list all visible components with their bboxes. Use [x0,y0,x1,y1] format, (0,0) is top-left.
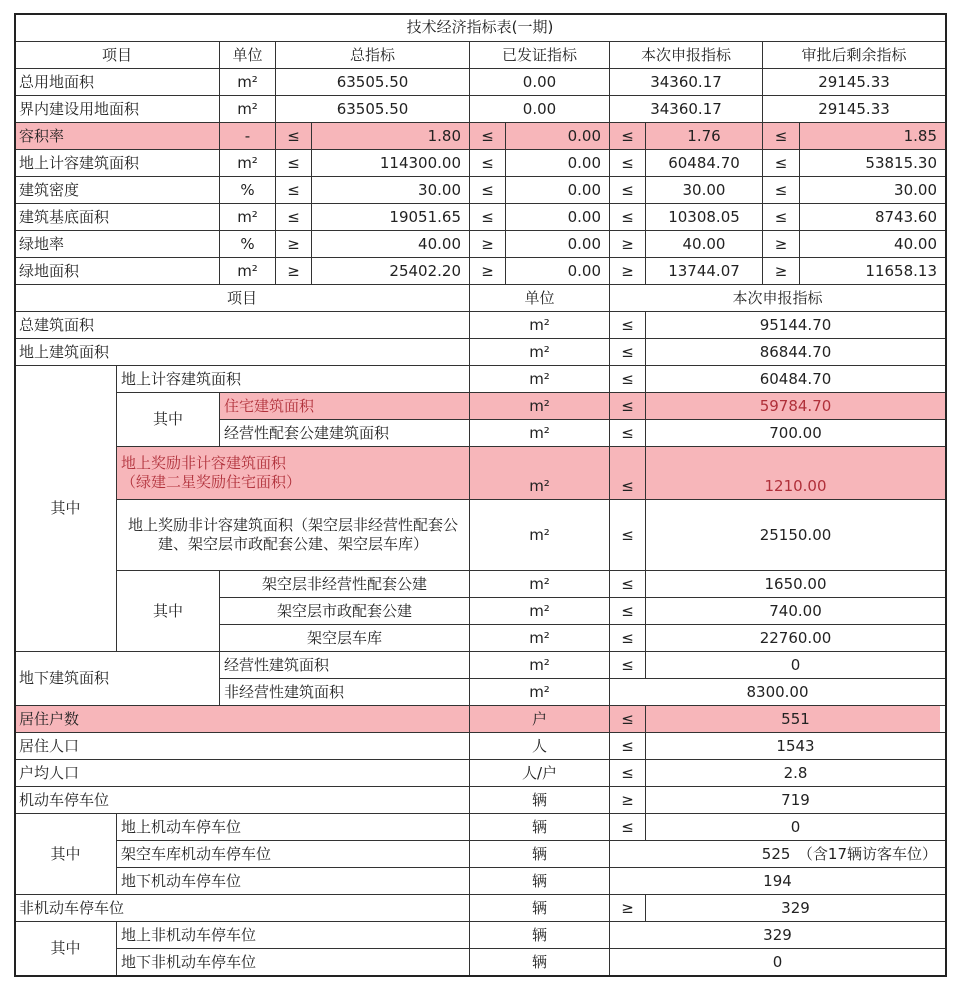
row-item: 总建筑面积 [14,311,470,339]
row-operator: ≤ [609,419,646,447]
value-current: 30.00 [645,176,763,204]
row-unit: m² [469,365,610,393]
row-operator: ≤ [609,813,646,841]
value-remaining: 1.85 [799,122,946,150]
row-unit: - [219,122,276,150]
value-issued: 0.00 [505,257,610,285]
row-value: 551 [645,705,946,733]
operator-issued: ≤ [469,149,506,177]
operator-current: ≤ [609,122,646,150]
row-unit: m² [469,597,610,625]
value-issued: 0.00 [505,176,610,204]
row-unit: m² [469,446,610,500]
row-operator: ≤ [609,570,646,598]
row-item: 架空车库机动车停车位 [116,840,470,868]
operator-remaining: ≤ [762,176,800,204]
operator-current: ≥ [609,257,646,285]
row-unit: % [219,176,276,204]
row-item: 地上奖励非计容建筑面积 （绿建二星奖励住宅面积） [116,446,470,500]
header-current: 本次申报指标 [609,284,946,312]
value-current: 40.00 [645,230,763,258]
row-unit: m² [219,257,276,285]
operator-current: ≤ [609,176,646,204]
operator-issued: ≤ [469,122,506,150]
row-item: 架空层非经营性配套公建 [219,570,470,598]
operator-current: ≤ [609,203,646,231]
operator-issued: ≥ [469,257,506,285]
value-issued: 0.00 [505,230,610,258]
value-total: 63505.50 [275,68,470,96]
header-issued: 已发证指标 [469,41,610,69]
header-total: 总指标 [275,41,470,69]
row-value: 719 [645,786,946,814]
row-value: 329 [609,921,946,949]
group-label-of-which: 其中 [14,921,117,976]
row-operator: ≤ [609,759,646,787]
row-unit: 辆 [469,921,610,949]
row-operator: ≤ [609,365,646,393]
row-operator: ≤ [609,446,646,500]
row-unit: 辆 [469,867,610,895]
group-label-underground: 地下建筑面积 [14,651,220,706]
row-item: 居住人口 [14,732,470,760]
row-item: 居住户数 [14,705,470,733]
row-operator: ≤ [609,732,646,760]
row-value: 2.8 [645,759,946,787]
row-item: 地下非机动车停车位 [116,948,470,976]
operator-remaining: ≤ [762,149,800,177]
row-value: 329 [645,894,946,922]
row-value: 22760.00 [645,624,946,652]
row-unit: 人 [469,732,610,760]
row-item: 总用地面积 [14,68,220,96]
row-item: 非机动车停车位 [14,894,470,922]
row-item: 架空层车库 [219,624,470,652]
row-item: 地上计容建筑面积 [116,365,470,393]
value-remaining: 30.00 [799,176,946,204]
row-unit: m² [469,311,610,339]
value-issued: 0.00 [469,95,610,123]
row-value: 95144.70 [645,311,946,339]
row-item: 户均人口 [14,759,470,787]
row-operator: ≥ [609,786,646,814]
header-item: 项目 [14,41,220,69]
row-value: 0 [609,948,946,976]
header-unit: 单位 [219,41,276,69]
row-value: 1210.00 [645,446,946,500]
row-item: 地上建筑面积 [14,338,470,366]
table-title: 技术经济指标表(一期) [14,13,946,42]
row-value: 0 [645,651,946,679]
row-item: 机动车停车位 [14,786,470,814]
row-unit: 辆 [469,786,610,814]
row-value: 525 （含17辆访客车位） [609,840,946,868]
value-remaining: 11658.13 [799,257,946,285]
row-operator: ≤ [609,705,646,733]
value-current: 10308.05 [645,203,763,231]
row-value: 59784.70 [645,392,946,420]
row-unit: m² [219,149,276,177]
row-item: 绿地面积 [14,257,220,285]
row-unit: m² [219,68,276,96]
row-unit: m² [469,499,610,571]
value-current: 13744.07 [645,257,763,285]
row-unit: 辆 [469,948,610,976]
row-item: 地上奖励非计容建筑面积（架空层非经营性配套公建、架空层市政配套公建、架空层车库） [116,499,470,571]
row-item: 住宅建筑面积 [219,392,470,420]
row-unit: m² [469,419,610,447]
operator-current: ≥ [609,230,646,258]
value-remaining: 40.00 [799,230,946,258]
operator-total: ≤ [275,203,312,231]
operator-total: ≤ [275,122,312,150]
row-unit: m² [219,95,276,123]
row-unit: 辆 [469,894,610,922]
row-item: 建筑密度 [14,176,220,204]
value-current: 34360.17 [609,68,763,96]
row-unit: m² [469,678,610,706]
row-value: 700.00 [645,419,946,447]
header-item: 项目 [14,284,470,312]
row-operator: ≤ [609,624,646,652]
value-issued: 0.00 [505,149,610,177]
row-item: 架空层市政配套公建 [219,597,470,625]
header-unit: 单位 [469,284,610,312]
row-unit: m² [219,203,276,231]
row-item: 非经营性建筑面积 [219,678,470,706]
group-label-of-which: 其中 [116,570,220,652]
header-current: 本次申报指标 [609,41,763,69]
operator-remaining: ≥ [762,230,800,258]
row-unit: 户 [469,705,610,733]
value-remaining: 53815.30 [799,149,946,177]
row-unit: 辆 [469,813,610,841]
group-label-of-which: 其中 [116,392,220,447]
operator-total: ≥ [275,230,312,258]
row-value: 25150.00 [645,499,946,571]
operator-remaining: ≥ [762,257,800,285]
row-operator: ≥ [609,894,646,922]
row-value: 8300.00 [609,678,946,706]
value-total: 25402.20 [311,257,470,285]
operator-total: ≤ [275,149,312,177]
value-total: 114300.00 [311,149,470,177]
value-issued: 0.00 [469,68,610,96]
value-remaining: 29145.33 [762,68,946,96]
row-item: 建筑基底面积 [14,203,220,231]
row-value: 194 [609,867,946,895]
row-unit: 人/户 [469,759,610,787]
value-total: 40.00 [311,230,470,258]
row-value: 1650.00 [645,570,946,598]
operator-remaining: ≤ [762,203,800,231]
row-unit: m² [469,651,610,679]
value-total: 63505.50 [275,95,470,123]
row-value: 0 [645,813,946,841]
row-value: 740.00 [645,597,946,625]
row-item: 地上机动车停车位 [116,813,470,841]
row-operator: ≤ [609,499,646,571]
row-item: 界内建设用地面积 [14,95,220,123]
row-operator: ≤ [609,651,646,679]
value-current: 60484.70 [645,149,763,177]
operator-issued: ≤ [469,176,506,204]
value-issued: 0.00 [505,122,610,150]
header-remaining: 审批后剩余指标 [762,41,946,69]
row-unit: m² [469,624,610,652]
value-total: 30.00 [311,176,470,204]
value-remaining: 29145.33 [762,95,946,123]
row-unit: 辆 [469,840,610,868]
row-operator: ≤ [609,338,646,366]
row-item: 经营性建筑面积 [219,651,470,679]
value-remaining: 8743.60 [799,203,946,231]
operator-total: ≥ [275,257,312,285]
operator-issued: ≥ [469,230,506,258]
row-item: 容积率 [14,122,220,150]
row-operator: ≤ [609,597,646,625]
row-unit: m² [469,338,610,366]
row-item: 地下机动车停车位 [116,867,470,895]
group-label-of-which: 其中 [14,365,117,652]
value-total: 1.80 [311,122,470,150]
row-operator: ≤ [609,311,646,339]
row-value: 86844.70 [645,338,946,366]
operator-remaining: ≤ [762,122,800,150]
row-value: 60484.70 [645,365,946,393]
value-issued: 0.00 [505,203,610,231]
row-operator: ≤ [609,392,646,420]
row-item: 地上非机动车停车位 [116,921,470,949]
operator-total: ≤ [275,176,312,204]
row-item: 绿地率 [14,230,220,258]
row-unit: m² [469,570,610,598]
row-unit: % [219,230,276,258]
row-unit: m² [469,392,610,420]
operator-current: ≤ [609,149,646,177]
row-value: 1543 [645,732,946,760]
row-item: 经营性配套公建建筑面积 [219,419,470,447]
value-current: 1.76 [645,122,763,150]
value-current: 34360.17 [609,95,763,123]
group-label-of-which: 其中 [14,813,117,895]
value-total: 19051.65 [311,203,470,231]
operator-issued: ≤ [469,203,506,231]
row-item: 地上计容建筑面积 [14,149,220,177]
